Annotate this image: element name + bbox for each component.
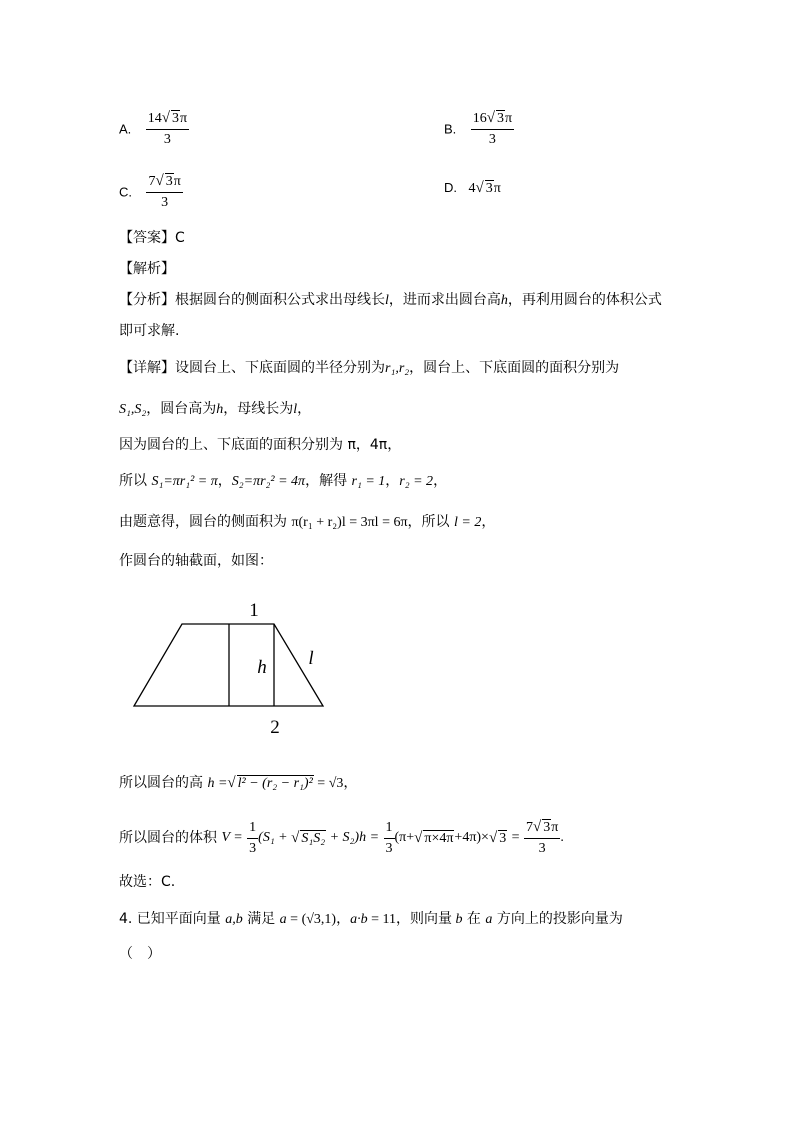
option-fraction: $\frac{7√ 3\pi}{3}$ bbox=[148, 173, 181, 210]
answer-value: C bbox=[175, 230, 185, 246]
answer-tag: 【答案】 bbox=[119, 230, 175, 246]
question-4-line: 4. 已知平面向量 a,b 满足 a = (√3,1)，a·b = 11，则向量 b 在 a 方向上的投影向量为 bbox=[119, 911, 623, 927]
fenxi-line-1: 【分析】根据圆台的侧面积公式求出母线长l，进而求出圆台高h，再利用圆台的体积公式 bbox=[119, 292, 662, 308]
option-fraction: $\frac{16√ 3\pi}{3}$ bbox=[472, 110, 513, 147]
choose-line: 故选：C. bbox=[119, 874, 176, 890]
option-a bbox=[119, 109, 189, 149]
option-label: B. bbox=[444, 121, 457, 137]
analysis-tag: 【解析】 bbox=[119, 261, 175, 277]
axial-line: 作圆台的轴截面，如图： bbox=[119, 553, 273, 569]
option-d: D. 4√ 3π bbox=[444, 180, 501, 196]
area-line: 因为圆台的上、下底面的面积分别为 π，4π， bbox=[119, 437, 402, 453]
option-fraction: $\frac{14√ 3\pi}{3}$ bbox=[147, 110, 188, 147]
option-b bbox=[444, 109, 514, 149]
height-formula-line: 所以圆台的高 h =√ l² − (r₂ − r₁)² = √3， bbox=[119, 775, 358, 791]
top-base-label: 1 bbox=[249, 600, 259, 621]
option-label: C. bbox=[119, 184, 132, 200]
axial-section-figure bbox=[125, 595, 345, 740]
volume-formula-line: 所以圆台的体积 V = $\frac{1}{3}$ (S₁ + √ S₁S₂ + S₂)h = $\frac{1}{3}$ (π+√ π×4π+4π)×√ 3 = $\frac{7√ 3\pi}{3}$ . bbox=[119, 819, 564, 856]
one-third: $\frac{1}{3}$ bbox=[385, 819, 393, 856]
fenxi-line-2: 即可求解. bbox=[119, 323, 180, 339]
question-4-paren: （ ） bbox=[119, 946, 161, 962]
xiangjie-line-2: S₁,S₂，圆台高为h，母线长为l， bbox=[119, 401, 312, 417]
solve-line: 所以 S₁=πr₁² = π，S₂=πr₂² = 4π，解得 r₁ = 1，r₂ = 2， bbox=[119, 473, 448, 489]
height-label: h bbox=[257, 657, 267, 678]
lateral-line: 由题意得，圆台的侧面积为 π(r₁ + r₂)l = 3πl = 6π，所以 l = 2， bbox=[119, 514, 496, 530]
volume-result-fraction: $\frac{7√ 3\pi}{3}$ bbox=[526, 819, 559, 856]
xiangjie-line-1: 【详解】设圆台上、下底面圆的半径分别为r₁,r₂，圆台上、下底面圆的面积分别为 bbox=[119, 360, 620, 376]
option-c bbox=[119, 172, 183, 212]
option-label: D. bbox=[444, 180, 457, 195]
slant-label: l bbox=[308, 648, 314, 669]
answer-line bbox=[119, 228, 185, 248]
bottom-base-label: 2 bbox=[270, 717, 280, 738]
one-third: $\frac{1}{3}$ bbox=[249, 819, 257, 856]
option-label: A. bbox=[119, 121, 132, 137]
